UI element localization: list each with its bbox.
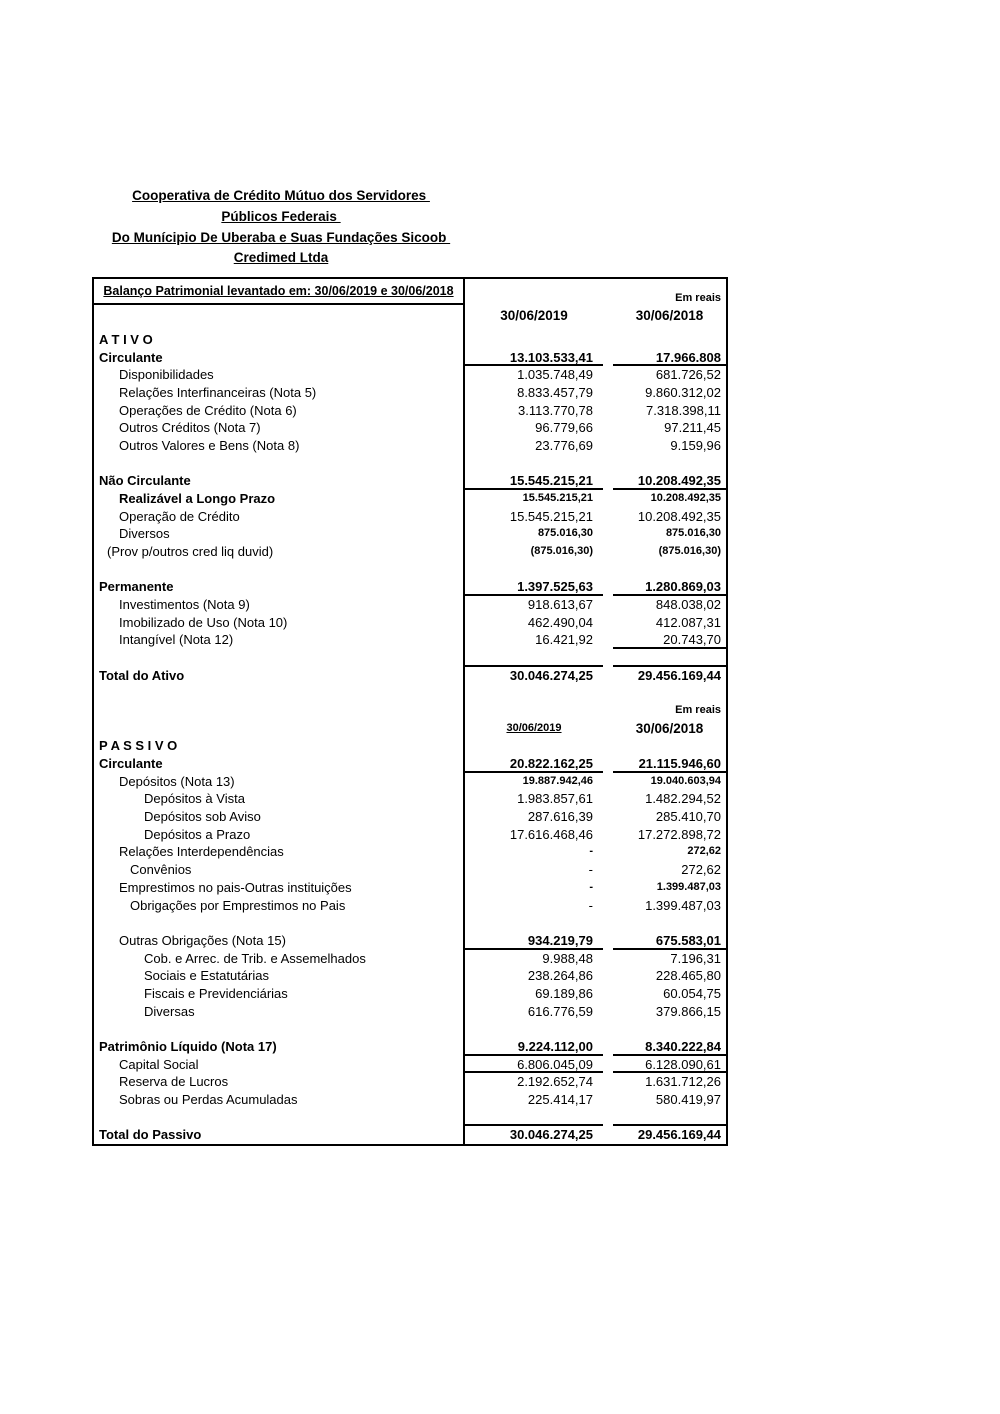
table-row xyxy=(94,667,726,685)
row-label: Investimentos (Nota 9) xyxy=(94,596,465,614)
header-values-area xyxy=(465,279,726,331)
spacer-row xyxy=(94,684,726,702)
value-2018: 675.583,01 xyxy=(613,932,726,950)
table-row xyxy=(94,614,726,632)
value-2019 xyxy=(465,914,603,932)
column-headers xyxy=(465,304,726,326)
row-label: Fiscais e Previdenciárias xyxy=(94,985,465,1003)
value-2019: 15.545.215,21 xyxy=(522,492,593,505)
value-2019 xyxy=(465,702,603,720)
row-label xyxy=(94,684,465,702)
value-2018: 10.208.492,35 xyxy=(637,508,721,524)
table-row xyxy=(94,1003,726,1021)
value-2018: 1.399.487,03 xyxy=(656,880,721,893)
row-label xyxy=(94,455,465,473)
table-row xyxy=(94,437,726,455)
value-2019: 96.779,66 xyxy=(535,420,593,436)
table-row xyxy=(94,490,726,508)
value-2018: 17.966.808 xyxy=(613,349,726,367)
row-label: Total do Ativo xyxy=(94,667,465,685)
table-row xyxy=(94,349,726,367)
table-row xyxy=(94,967,726,985)
value-2018 xyxy=(613,914,726,932)
value-2019: 918.613,67 xyxy=(527,597,593,613)
caption-box xyxy=(94,279,463,305)
table-row xyxy=(94,843,726,861)
value-2019: 287.616,39 xyxy=(527,809,593,825)
row-label: Circulante xyxy=(94,349,465,367)
value-2018 xyxy=(613,561,726,579)
company-title-line: Do Munícipio De Uberaba e Suas Fundações Sicoob xyxy=(111,229,451,245)
table-row xyxy=(94,790,726,808)
value-2018: 228.465,80 xyxy=(655,968,721,984)
table-row xyxy=(94,384,726,402)
value-2019: 462.490,04 xyxy=(527,614,593,630)
value-2019: 30.046.274,25 xyxy=(509,1127,593,1143)
value-2018: 60.054,75 xyxy=(663,985,721,1001)
value-2018: 19.040.603,94 xyxy=(650,774,721,787)
value-2018: 272,62 xyxy=(687,845,721,858)
value-2018: 29.456.169,44 xyxy=(637,667,721,683)
sheet-rows xyxy=(94,331,726,1144)
value-2019 xyxy=(465,561,603,579)
caption-column xyxy=(94,279,465,331)
value-2019: 9.988,48 xyxy=(542,950,593,966)
table-row xyxy=(94,773,726,791)
row-label: Relações Interdependências xyxy=(94,843,465,861)
currency-note: Em reais xyxy=(675,704,721,717)
row-label: Operações de Crédito (Nota 6) xyxy=(94,402,465,420)
table-row xyxy=(94,1126,726,1144)
table-row xyxy=(94,508,726,526)
table-row xyxy=(94,525,726,543)
em-reais-row xyxy=(94,702,726,720)
value-2019: 6.806.045,09 xyxy=(465,1056,603,1074)
value-2018 xyxy=(613,331,726,349)
row-label: Depósitos à Vista xyxy=(94,790,465,808)
spacer-row xyxy=(94,649,726,667)
table-row xyxy=(94,808,726,826)
value-2018 xyxy=(613,455,726,473)
table-row xyxy=(94,419,726,437)
value-2019: 3.113.770,78 xyxy=(518,402,593,418)
row-label: Realizável a Longo Prazo xyxy=(94,490,465,508)
value-2019: 225.414,17 xyxy=(527,1091,593,1107)
dates-row xyxy=(94,720,726,738)
table-row xyxy=(94,1056,726,1074)
row-label: Intangível (Nota 12) xyxy=(94,631,465,649)
table-row xyxy=(94,402,726,420)
row-label: Permanente xyxy=(94,578,465,596)
row-label: Reserva de Lucros xyxy=(94,1073,465,1091)
value-2018: (875.016,30) xyxy=(658,545,721,558)
currency-note: Em reais xyxy=(675,292,721,304)
row-label xyxy=(94,720,465,738)
value-2019: - xyxy=(589,845,593,858)
value-2018: 875.016,30 xyxy=(665,527,721,540)
row-label: Relações Interfinanceiras (Nota 5) xyxy=(94,384,465,402)
value-2019: 15.545.215,21 xyxy=(509,508,593,524)
value-2019: 9.224.112,00 xyxy=(465,1038,603,1056)
spacer-row xyxy=(94,1020,726,1038)
value-2018: 97.211,45 xyxy=(664,420,721,436)
value-2018: 1.399.487,03 xyxy=(645,897,721,913)
table-row xyxy=(94,897,726,915)
value-2019: 1.983.857,61 xyxy=(517,791,593,807)
value-2019: 23.776,69 xyxy=(535,438,593,454)
table-row xyxy=(94,861,726,879)
row-label: Outras Obrigações (Nota 15) xyxy=(94,932,465,950)
value-2019: 2.192.652,74 xyxy=(517,1074,593,1090)
value-2019 xyxy=(465,455,603,473)
value-2019 xyxy=(465,331,603,349)
value-2018: 681.726,52 xyxy=(655,367,721,383)
table-row xyxy=(94,932,726,950)
value-2018 xyxy=(613,1109,726,1127)
value-2018 xyxy=(613,649,726,667)
column-header-2019 xyxy=(465,720,603,738)
table-row xyxy=(94,1038,726,1056)
value-2019: 69.189,86 xyxy=(535,985,593,1001)
value-2019: - xyxy=(589,880,593,893)
value-2018: 6.128.090,61 xyxy=(613,1056,726,1074)
row-label: Disponibilidades xyxy=(94,366,465,384)
value-2018: 285.410,70 xyxy=(655,809,721,825)
value-2019 xyxy=(465,1109,603,1127)
value-2019 xyxy=(465,684,603,702)
row-label: Total do Passivo xyxy=(94,1126,465,1144)
value-2018: 10.208.492,35 xyxy=(613,472,726,490)
value-2018: 848.038,02 xyxy=(655,597,721,613)
column-header-2019-text: 30/06/2019 xyxy=(506,721,562,734)
table-row xyxy=(94,578,726,596)
row-label: Outros Valores e Bens (Nota 8) xyxy=(94,437,465,455)
value-2019: 8.833.457,79 xyxy=(517,385,593,401)
value-2019 xyxy=(465,649,603,667)
row-label: Convênios xyxy=(94,861,465,879)
table-row xyxy=(94,1091,726,1109)
company-title-line: Credimed Ltda xyxy=(233,250,329,266)
spacer-row xyxy=(94,1109,726,1127)
row-label xyxy=(94,649,465,667)
value-2018: 7.318.398,11 xyxy=(646,402,721,418)
row-label: Patrimônio Líquido (Nota 17) xyxy=(94,1038,465,1056)
row-label xyxy=(94,1109,465,1127)
value-2019: 15.545.215,21 xyxy=(465,472,603,490)
value-2018: 7.196,31 xyxy=(670,950,721,966)
row-label: Operação de Crédito xyxy=(94,508,465,526)
row-label: Depósitos a Prazo xyxy=(94,826,465,844)
value-2018: 9.159,96 xyxy=(670,438,721,454)
table-row xyxy=(94,331,726,349)
table-header-block xyxy=(94,279,726,331)
value-2019: 17.616.468,46 xyxy=(509,826,593,842)
row-label: P A S S I V O xyxy=(94,737,465,755)
column-header-2018: 30/06/2018 xyxy=(635,307,704,323)
spacer-row xyxy=(94,455,726,473)
row-label: (Prov p/outros cred liq duvid) xyxy=(94,543,465,561)
table-row xyxy=(94,543,726,561)
company-title-line: Cooperativa de Crédito Mútuo dos Servidores xyxy=(132,188,430,203)
row-label xyxy=(94,914,465,932)
row-label: Sociais e Estatutárias xyxy=(94,967,465,985)
table-row xyxy=(94,1073,726,1091)
value-2018: 272,62 xyxy=(681,862,721,878)
table-caption: Balanço Patrimonial levantado em: 30/06/2019 e 30/06/2018 xyxy=(103,284,454,298)
value-2018: 379.866,15 xyxy=(655,1003,721,1019)
column-header-2019: 30/06/2019 xyxy=(500,307,568,323)
row-label: Depósitos (Nota 13) xyxy=(94,773,465,791)
row-label: Cob. e Arrec. de Trib. e Assemelhados xyxy=(94,950,465,968)
table-row xyxy=(94,596,726,614)
row-label: Outros Créditos (Nota 7) xyxy=(94,419,465,437)
value-2018: 8.340.222,84 xyxy=(613,1038,726,1056)
row-label: Diversas xyxy=(94,1003,465,1021)
table-row xyxy=(94,826,726,844)
company-title-line: Públicos Federais xyxy=(221,208,341,224)
value-2019: 30.046.274,25 xyxy=(509,667,593,683)
table-row xyxy=(94,631,726,649)
value-2018: 1.482.294,52 xyxy=(645,791,721,807)
value-2018: 9.860.312,02 xyxy=(645,385,721,401)
row-label xyxy=(94,561,465,579)
value-2019: 238.264,86 xyxy=(527,968,593,984)
column-header-2018: 30/06/2018 xyxy=(635,720,704,736)
value-2018: 1.280.869,03 xyxy=(613,578,726,596)
row-label: A T I V O xyxy=(94,331,465,349)
value-2018 xyxy=(613,684,726,702)
value-2019 xyxy=(465,1020,603,1038)
value-2018: 21.115.946,60 xyxy=(613,755,726,773)
spacer-row xyxy=(94,561,726,579)
value-2018: 10.208.492,35 xyxy=(650,492,721,505)
value-2018: 580.419,97 xyxy=(655,1091,721,1107)
row-label: Imobilizado de Uso (Nota 10) xyxy=(94,614,465,632)
row-label: Depósitos sob Aviso xyxy=(94,808,465,826)
company-title xyxy=(90,186,472,269)
value-2018 xyxy=(613,737,726,755)
value-2019: 875.016,30 xyxy=(537,527,593,540)
value-2019: 16.421,92 xyxy=(535,632,593,648)
value-2018 xyxy=(613,1020,726,1038)
value-2019: 1.035.748,49 xyxy=(517,367,593,383)
balance-sheet-table xyxy=(92,277,728,1146)
spacer-row xyxy=(94,914,726,932)
table-row xyxy=(94,879,726,897)
value-2019: 934.219,79 xyxy=(465,932,603,950)
table-row xyxy=(94,366,726,384)
row-label: Diversos xyxy=(94,525,465,543)
row-label: Sobras ou Perdas Acumuladas xyxy=(94,1091,465,1109)
value-2019: - xyxy=(588,897,593,913)
table-row xyxy=(94,472,726,490)
value-2018: 412.087,31 xyxy=(655,614,721,630)
row-label: Capital Social xyxy=(94,1056,465,1074)
value-2018: 20.743,70 xyxy=(613,631,726,649)
value-2019: - xyxy=(588,862,593,878)
value-2019: 1.397.525,63 xyxy=(465,578,603,596)
row-label xyxy=(94,702,465,720)
row-label: Não Circulante xyxy=(94,472,465,490)
table-row xyxy=(94,950,726,968)
value-2019: 616.776,59 xyxy=(527,1003,593,1019)
value-2018: 1.631.712,26 xyxy=(645,1074,721,1090)
row-label: Emprestimos no pais-Outras instituições xyxy=(94,879,465,897)
value-2019 xyxy=(465,737,603,755)
value-2018: 17.272.898,72 xyxy=(637,826,721,842)
value-2019: (875.016,30) xyxy=(530,545,593,558)
table-row xyxy=(94,737,726,755)
value-2019: 20.822.162,25 xyxy=(465,755,603,773)
value-2019: 19.887.942,46 xyxy=(522,774,593,787)
value-2019: 13.103.533,41 xyxy=(465,349,603,367)
row-label: Circulante xyxy=(94,755,465,773)
value-2018: 29.456.169,44 xyxy=(637,1127,721,1143)
table-row xyxy=(94,755,726,773)
table-row xyxy=(94,985,726,1003)
row-label: Obrigações por Emprestimos no Pais xyxy=(94,897,465,915)
row-label xyxy=(94,1020,465,1038)
